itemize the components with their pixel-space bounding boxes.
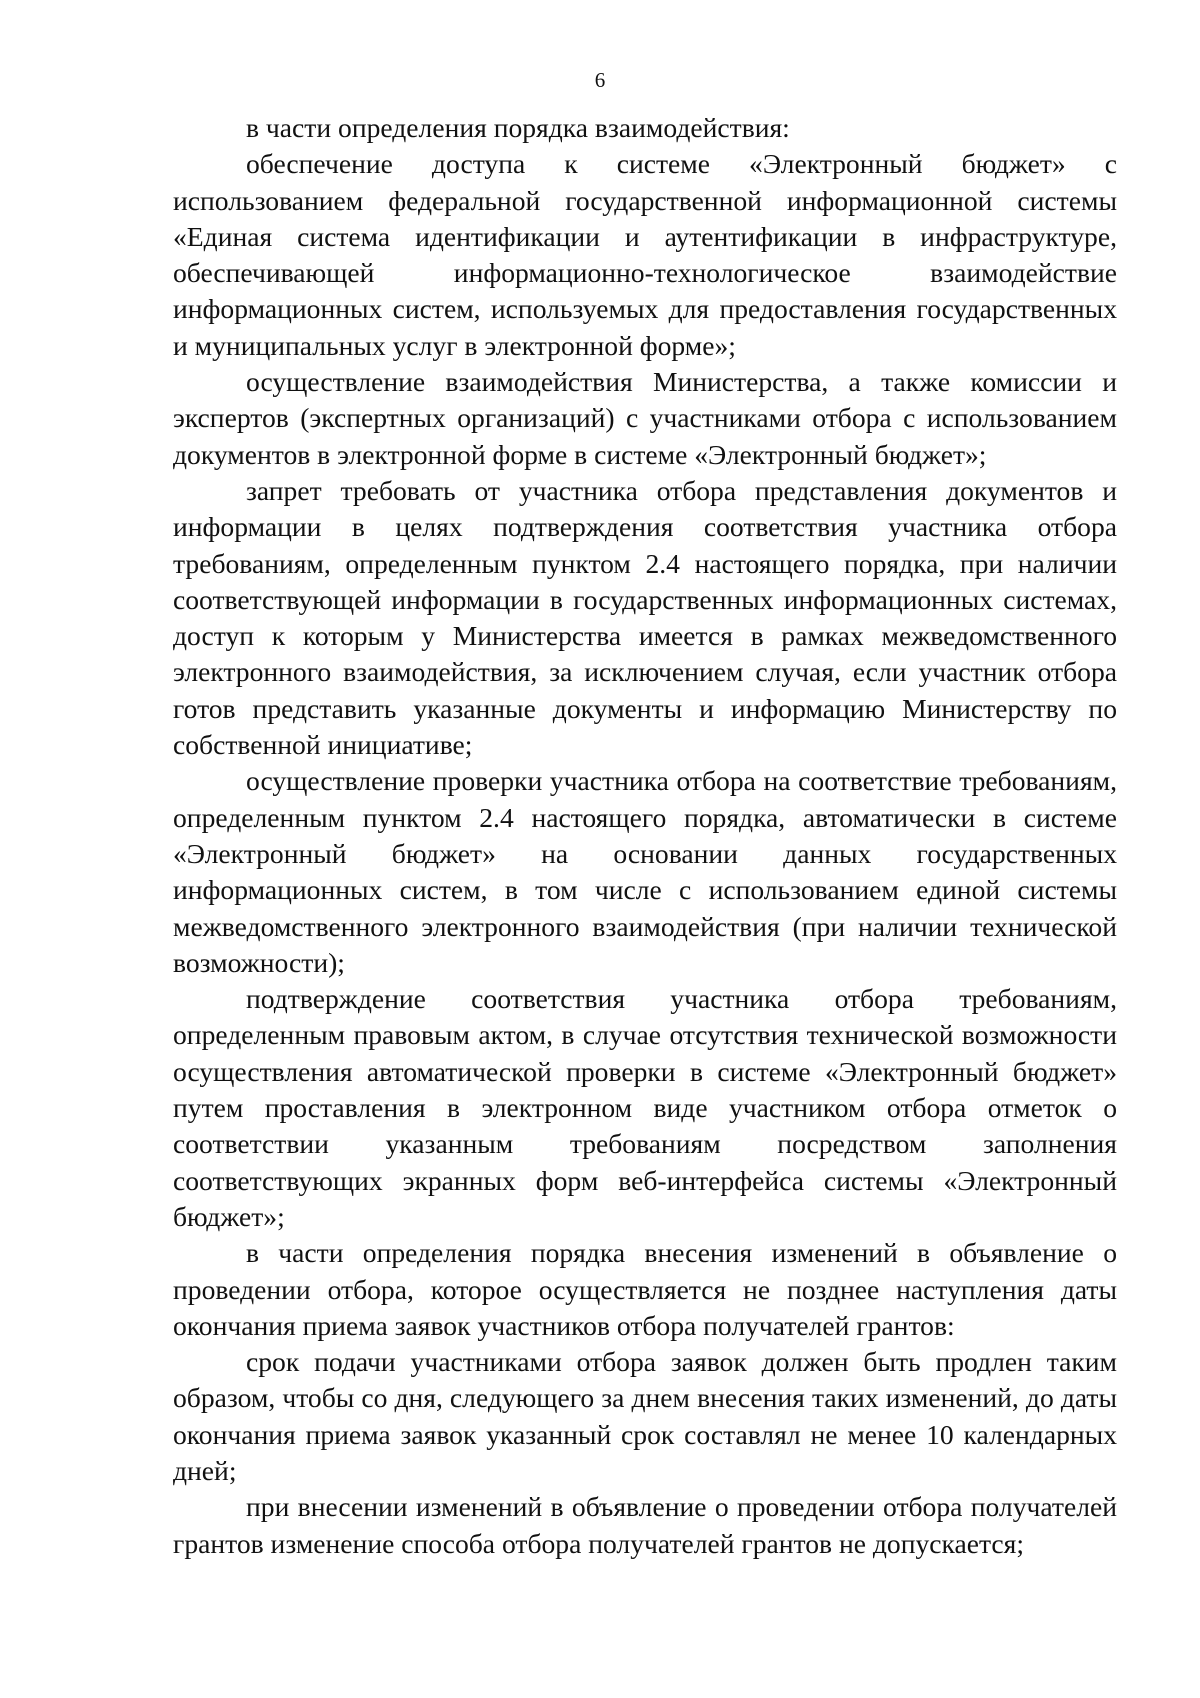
paragraph-ministry-interaction: осуществление взаимодействия Министерства, а также комиссии и экспертов (экспертных организаций) с участниками отбора с использованием документов в электронной форме в системе «Электронный бюджет»; <box>173 366 1117 470</box>
paragraph-document-request-ban: запрет требовать от участника отбора представления документов и информации в целях подтверждения соответствия участника отбора требованиям, определенным пунктом 2.4 настоящего порядка, при наличии соответствующей информации в государственных информационных системах, доступ к которым у Министерства имеется в рамках межведомственного электронного взаимодействия, за исключением случая, если участник отбора готов представить указанные документы и информацию Министерству по собственной инициативе; <box>173 474 1117 761</box>
paragraph-compliance-confirmation: подтверждение соответствия участника отбора требованиям, определенным правовым актом, в случае отсутствия технической возможности осуществления автоматической проверки в системе «Электронный бюджет» путем проставления в электронном виде участником отбора отметок о соответствии указанным требованиям посредством заполнения соответствующих экранных форм веб-интерфейса системы «Электронный бюджет»; <box>173 983 1117 1232</box>
paragraph-interaction-procedure: в части определения порядка взаимодействия: <box>246 112 790 143</box>
paragraph-announcement-changes: в части определения порядка внесения изменений в объявление о проведении отбора, которое осуществляется не позднее наступления даты окончания приема заявок участников отбора получателей грантов: <box>173 1237 1117 1341</box>
page-number: 6 <box>594 68 606 92</box>
paragraph-method-change-ban: при внесении изменений в объявление о проведении отбора получателей грантов изменение способа отбора получателей грантов не допускается; <box>173 1491 1117 1559</box>
paragraph-system-access: обеспечение доступа к системе «Электронный бюджет» с использованием федеральной государственной информационной системы «Единая система идентификации и аутентификации в инфраструктуре, обеспечивающей информационно-технологическое взаимодействие информационных систем, используемых для предоставления государственных и муниципальных услуг в электронной форме»; <box>173 148 1117 361</box>
document-body <box>173 110 1117 1562</box>
paragraph-deadline-extension: срок подачи участниками отбора заявок должен быть продлен таким образом, чтобы со дня, следующего за днем внесения таких изменений, до даты окончания приема заявок указанный срок составлял не менее 10 календарных дней; <box>173 1346 1117 1486</box>
paragraph-automatic-check: осуществление проверки участника отбора на соответствие требованиям, определенным пунктом 2.4 настоящего порядка, автоматически в системе «Электронный бюджет» на основании данных государственных информационных систем, в том числе с использованием единой системы межведомственного электронного взаимодействия (при наличии технической возможности); <box>173 765 1117 978</box>
